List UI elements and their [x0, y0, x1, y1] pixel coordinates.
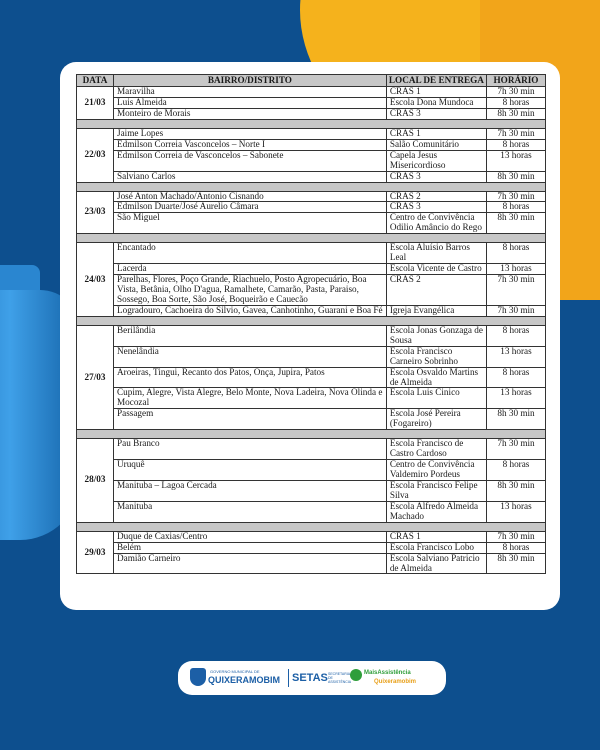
date-cell: 24/03 [77, 243, 114, 317]
logo-divider [288, 669, 289, 687]
header-local: LOCAL DE ENTREGA [386, 75, 486, 87]
bairro-cell: Jaime Lopes [114, 128, 387, 139]
horario-cell: 7h 30 min [487, 191, 546, 202]
table-row [77, 409, 546, 430]
table-row [77, 305, 546, 316]
horario-cell: 8h 30 min [487, 108, 546, 119]
separator-cell [77, 119, 546, 128]
table-row [77, 97, 546, 108]
date-cell: 21/03 [77, 87, 114, 120]
local-cell: CRAS 1 [386, 87, 486, 98]
date-cell: 29/03 [77, 531, 114, 574]
table-row [77, 553, 546, 574]
horario-cell: 8h 30 min [487, 213, 546, 234]
date-cell: 28/03 [77, 439, 114, 523]
local-cell: CRAS 3 [386, 171, 486, 182]
separator-cell [77, 182, 546, 191]
bairro-cell: Nenelândia [114, 346, 387, 367]
bairro-cell: Monteiro de Morais [114, 108, 387, 119]
schedule-table [76, 74, 546, 574]
table-row [77, 202, 546, 213]
header-data: DATA [77, 75, 114, 87]
bairro-cell: Aroeiras, Tingui, Recanto dos Patos, Onça, Jupira, Patos [114, 367, 387, 388]
horario-cell: 8h 30 min [487, 553, 546, 574]
separator-row [77, 522, 546, 531]
horario-cell: 8 horas [487, 325, 546, 346]
horario-cell: 7h 30 min [487, 305, 546, 316]
header-bairro: BAIRRO/DISTRITO [114, 75, 387, 87]
local-cell: Igreja Evangélica [386, 305, 486, 316]
table-row [77, 439, 546, 460]
local-cell: Escola Salviano Patricio de Almeida [386, 553, 486, 574]
table-row [77, 150, 546, 171]
local-cell: Capela Jesus Misericordioso [386, 150, 486, 171]
horario-cell: 8 horas [487, 460, 546, 481]
horario-cell: 8 horas [487, 202, 546, 213]
bairro-cell: Lacerda [114, 264, 387, 275]
table-row [77, 531, 546, 542]
local-cell: Escola Francisco de Castro Cardoso [386, 439, 486, 460]
horario-cell: 13 horas [487, 501, 546, 522]
local-cell: Escola Osvaldo Martins de Almeida [386, 367, 486, 388]
city-crest-icon [190, 668, 206, 686]
bairro-cell: São Miguel [114, 213, 387, 234]
table-row [77, 346, 546, 367]
table-header-row [77, 75, 546, 87]
bairro-cell: Manituba – Lagoa Cercada [114, 480, 387, 501]
separator-cell [77, 316, 546, 325]
local-cell: Escola Francisco Carneiro Sobrinho [386, 346, 486, 367]
setas-subtitle: SECRETARIA DE ASSISTÊNCIA [328, 672, 352, 684]
table-row [77, 501, 546, 522]
date-cell: 23/03 [77, 191, 114, 234]
mais-assistencia-city: Quixeramobim [374, 679, 417, 685]
local-cell: CRAS 3 [386, 202, 486, 213]
horario-cell: 7h 30 min [487, 275, 546, 306]
table-row [77, 480, 546, 501]
table-row [77, 87, 546, 98]
bairro-cell: Edmilson Correia de Vasconcelos – Sabonete [114, 150, 387, 171]
table-row [77, 213, 546, 234]
bairro-cell: Passagem [114, 409, 387, 430]
table-row [77, 191, 546, 202]
horario-cell: 8h 30 min [487, 171, 546, 182]
local-cell: Escola Aluísio Barros Leal [386, 243, 486, 264]
bairro-cell: Parelhas, Flores, Poço Grande, Riachuelo, Posto Agropecuário, Boa Vista, Betânia, Olho D'agua, Ramalhete, Camarão, Pasta, Paraiso, Sossego, Boa Sorte, São José, Boqueirão e Cauecão [114, 275, 387, 306]
setas-logo: SETAS [292, 672, 328, 684]
table-row [77, 388, 546, 409]
table-row [77, 139, 546, 150]
separator-row [77, 316, 546, 325]
table-row [77, 325, 546, 346]
bairro-cell: Logradouro, Cachoeira do Silvio, Gavea, Canhotinho, Guarani e Boa Fé [114, 305, 387, 316]
bairro-cell: Edmilson Duarte/José Aurelio Câmara [114, 202, 387, 213]
horario-cell: 7h 30 min [487, 531, 546, 542]
date-cell: 22/03 [77, 128, 114, 182]
horario-cell: 7h 30 min [487, 439, 546, 460]
table-row [77, 275, 546, 306]
local-cell: Escola Alfredo Almeida Machado [386, 501, 486, 522]
local-cell: Escola Vicente de Castro [386, 264, 486, 275]
bairro-cell: Luis Almeida [114, 97, 387, 108]
bairro-cell: José Anton Machado/Antonio Cisnando [114, 191, 387, 202]
separator-row [77, 119, 546, 128]
city-name: QUIXERAMOBIM [208, 675, 280, 685]
local-cell: Escola Dona Mundoca [386, 97, 486, 108]
table-row [77, 128, 546, 139]
horario-cell: 7h 30 min [487, 87, 546, 98]
horario-cell: 8h 30 min [487, 480, 546, 501]
table-row [77, 264, 546, 275]
local-cell: Escola Jonas Gonzaga de Sousa [386, 325, 486, 346]
horario-cell: 13 horas [487, 150, 546, 171]
gov-label: GOVERNO MUNICIPAL DE [210, 669, 260, 674]
bairro-cell: Salviano Carlos [114, 171, 387, 182]
separator-cell [77, 522, 546, 531]
table-row [77, 171, 546, 182]
bairro-cell: Pau Branco [114, 439, 387, 460]
date-cell: 27/03 [77, 325, 114, 429]
horario-cell: 13 horas [487, 264, 546, 275]
bairro-cell: Berilândia [114, 325, 387, 346]
horario-cell: 13 horas [487, 388, 546, 409]
local-cell: Escola Francisco Lobo [386, 542, 486, 553]
bairro-cell: Maravilha [114, 87, 387, 98]
bairro-cell: Uruquê [114, 460, 387, 481]
local-cell: CRAS 1 [386, 128, 486, 139]
table-row [77, 367, 546, 388]
bairro-cell: Edmilson Correia Vasconcelos – Norte I [114, 139, 387, 150]
header-horario: HORÁRIO [487, 75, 546, 87]
table-row [77, 542, 546, 553]
local-cell: Escola José Pereira (Fogareiro) [386, 409, 486, 430]
bairro-cell: Cupim, Alegre, Vista Alegre, Belo Monte, Nova Ladeira, Nova Olinda e Mocozal [114, 388, 387, 409]
bairro-cell: Damião Carneiro [114, 553, 387, 574]
table-row [77, 460, 546, 481]
horario-cell: 8 horas [487, 367, 546, 388]
footer-logos [178, 661, 446, 695]
bairro-cell: Duque de Caxias/Centro [114, 531, 387, 542]
mais-assistencia-logo: MaisAssistência [364, 670, 411, 676]
horario-cell: 8 horas [487, 139, 546, 150]
horario-cell: 13 horas [487, 346, 546, 367]
horario-cell: 8 horas [487, 97, 546, 108]
table-row [77, 108, 546, 119]
local-cell: Escola Luis Cinico [386, 388, 486, 409]
bairro-cell: Encantado [114, 243, 387, 264]
mais-assistencia-icon [350, 669, 362, 681]
horario-cell: 7h 30 min [487, 128, 546, 139]
local-cell: Centro de Convivência Valdemiro Pordeus [386, 460, 486, 481]
bairro-cell: Manituba [114, 501, 387, 522]
bairro-cell: Belém [114, 542, 387, 553]
local-cell: CRAS 1 [386, 531, 486, 542]
local-cell: CRAS 3 [386, 108, 486, 119]
schedule-card [60, 62, 560, 610]
table-body [77, 87, 546, 574]
local-cell: Escola Francisco Felipe Silva [386, 480, 486, 501]
local-cell: CRAS 2 [386, 191, 486, 202]
local-cell: CRAS 2 [386, 275, 486, 306]
separator-row [77, 182, 546, 191]
horario-cell: 8 horas [487, 243, 546, 264]
horario-cell: 8h 30 min [487, 409, 546, 430]
table-row [77, 243, 546, 264]
horario-cell: 8 horas [487, 542, 546, 553]
local-cell: Salão Comunitário [386, 139, 486, 150]
local-cell: Centro de Convivência Odilio Amâncio do Rego [386, 213, 486, 234]
